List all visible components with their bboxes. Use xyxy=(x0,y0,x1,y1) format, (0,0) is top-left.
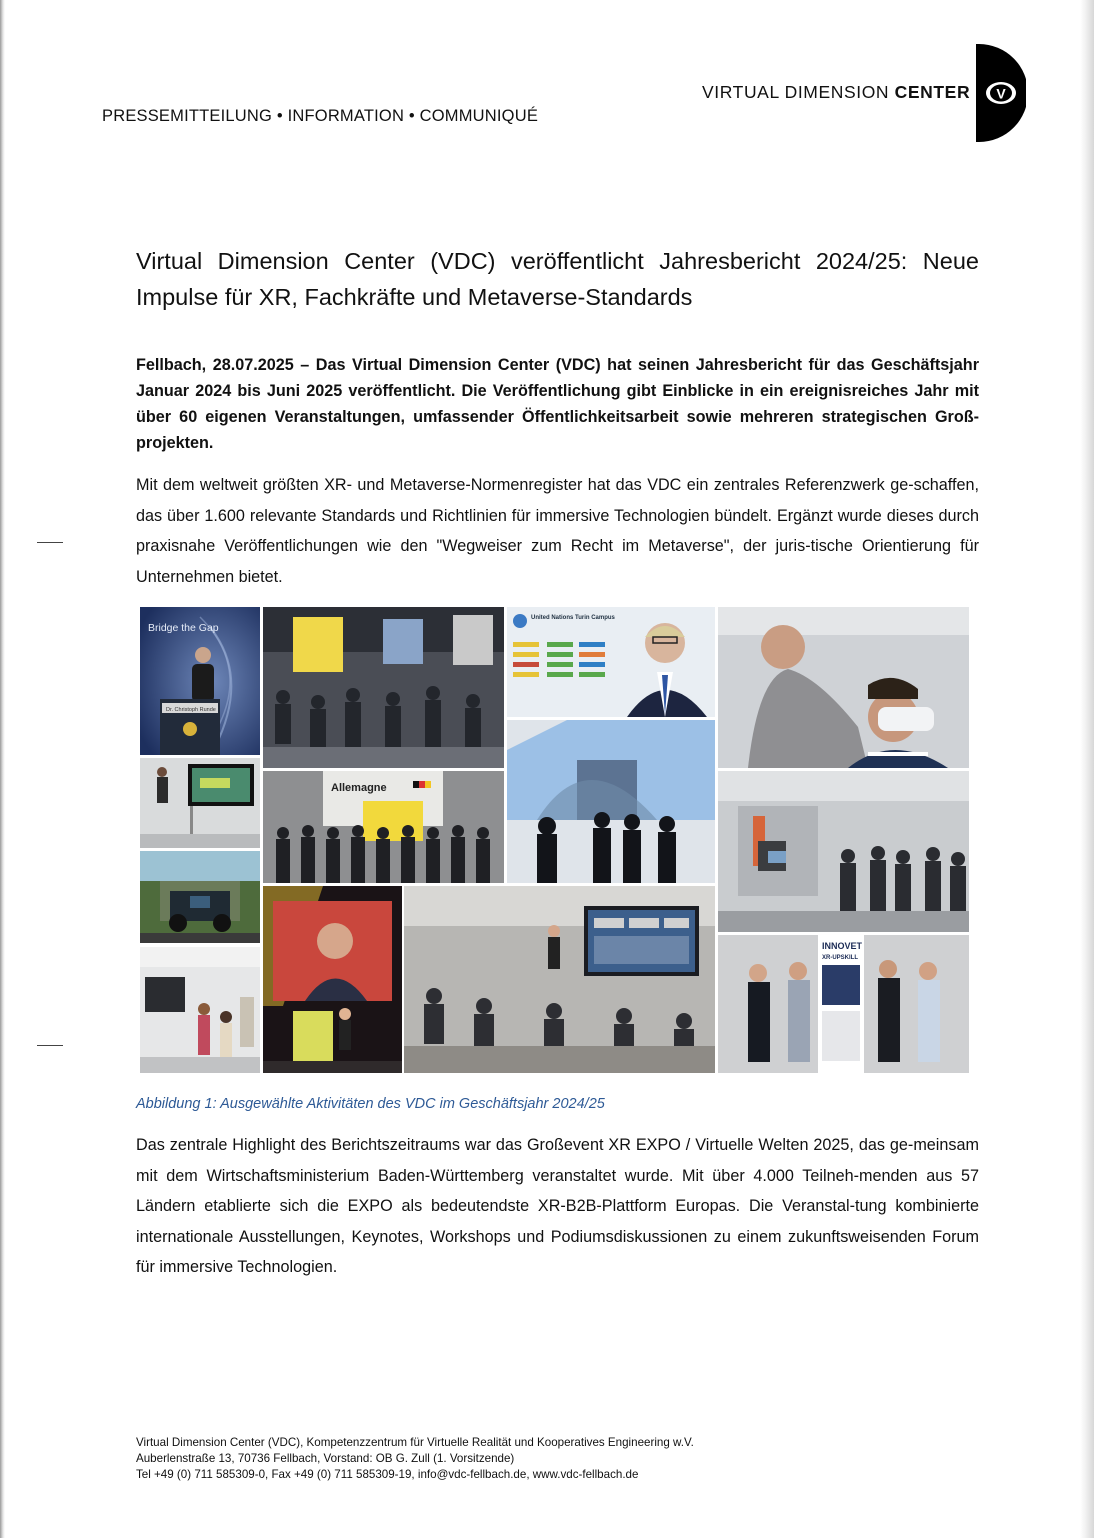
paragraph-xr-expo: Das zentrale Highlight des Berichtszeitraums war das Großevent XR EXPO / Virtuelle Welten 2025, das ge-meinsam mit dem Wirtschaftsministerium Baden-Württemberg veranstaltet wurde. Mit über 4.000 Teilneh-menden aus 57 Ländern etablierte sich die EXPO als bedeutendste XR-B2B-Plattform Europas. Die Veranstal-tung kombinierte internationale Ausstellungen, Keynotes, Workshops und Podiumsdiskussionen zu einem zukunftsweisenden Forum für immersive Technologien. xyxy=(136,1136,979,1276)
photo-innovet-xr-upskill xyxy=(718,935,969,1073)
photo-allemagne-booth xyxy=(263,771,504,883)
press-release-tagline: PRESSEMITTEILUNG • INFORMATION • COMMUNIQUÉ xyxy=(102,107,539,125)
page-edge-right xyxy=(1080,0,1094,1538)
footer-line-organization: Virtual Dimension Center (VDC), Kompetenzzentrum für Virtuelle Realität und Kooperatives Engineering w.V. xyxy=(136,1436,694,1449)
photo-driving-simulation xyxy=(140,851,260,943)
photo-keynote-stage xyxy=(263,886,402,1073)
photo-immersive-dome xyxy=(507,720,715,883)
footer-line-contact: Tel +49 (0) 711 585309-0, Fax +49 (0) 711 585309-19, info@vdc-fellbach.de, www.vdc-fellbach.de xyxy=(136,1468,639,1481)
innovet-text: INNOVET xyxy=(822,941,863,951)
footer-line-address: Auberlenstraße 13, 70736 Fellbach, Vorstand: OB G. Zull (1. Vorsitzende) xyxy=(136,1452,515,1465)
vdc-logo-icon xyxy=(976,44,1026,142)
photo-un-turin-campus xyxy=(507,607,715,717)
photo-office-visitors xyxy=(140,947,260,1073)
photo-robot-lab xyxy=(718,771,969,932)
photo-screen-presentation xyxy=(140,758,260,848)
fold-mark-bottom xyxy=(37,1045,63,1046)
logo-text-bold: CENTER xyxy=(894,82,971,102)
headline: Virtual Dimension Center (VDC) veröffentlicht Jahresbericht 2024/25: Neue Impulse für XR, Fachkräfte und Metaverse-Standards xyxy=(136,248,979,310)
allemagne-text: Allemagne xyxy=(331,782,387,794)
logo-text-regular: VIRTUAL DIMENSION xyxy=(702,82,895,102)
svg-text:V: V xyxy=(996,85,1006,102)
paragraph-standards: Mit dem weltweit größten XR- und Metaverse-Normenregister hat das VDC ein zentrales Referenzwerk ge-schaffen, das über 1.600 relevante Standards und Richtlinien für immersive Technologien bündelt. Ergänzt wurde dieses durch praxisnahe Veröffentlichungen wie den "Wegweiser zum Recht im Metaverse", der juris-tische Orientierung für Unternehmen bietet. xyxy=(136,476,979,586)
un-campus-text: United Nations Turin Campus xyxy=(531,615,615,621)
footer-contact xyxy=(136,1435,694,1483)
xr-upskill-text: XR-UPSKILL xyxy=(822,955,858,961)
figure-caption: Abbildung 1: Ausgewählte Aktivitäten des VDC im Geschäftsjahr 2024/25 xyxy=(136,1096,605,1112)
photo-conference-room xyxy=(404,886,715,1073)
photo-vr-headset-demo xyxy=(718,607,969,768)
photo-bridge-the-gap-speaker xyxy=(140,607,260,755)
lead-paragraph: Fellbach, 28.07.2025 – Das Virtual Dimension Center (VDC) hat seinen Jahresbericht für das Geschäftsjahr Januar 2024 bis Juni 2025 veröffentlicht. Die Veröffentlichung gibt Einblicke in ein ereignisreiches Jahr mit über 60 eigenen Veranstaltungen, umfassender Öffentlichkeitsarbeit sowie mehreren strategischen Groß-projekten. xyxy=(136,356,979,452)
speaker-name-text: Dr. Christoph Runde xyxy=(166,707,216,713)
vdc-logo-text xyxy=(702,82,970,103)
bridge-the-gap-text: Bridge the Gap xyxy=(148,622,219,634)
page-edge-left xyxy=(0,0,5,1538)
photo-xr-expo-crowd xyxy=(263,607,504,768)
fold-mark-top xyxy=(37,542,63,543)
